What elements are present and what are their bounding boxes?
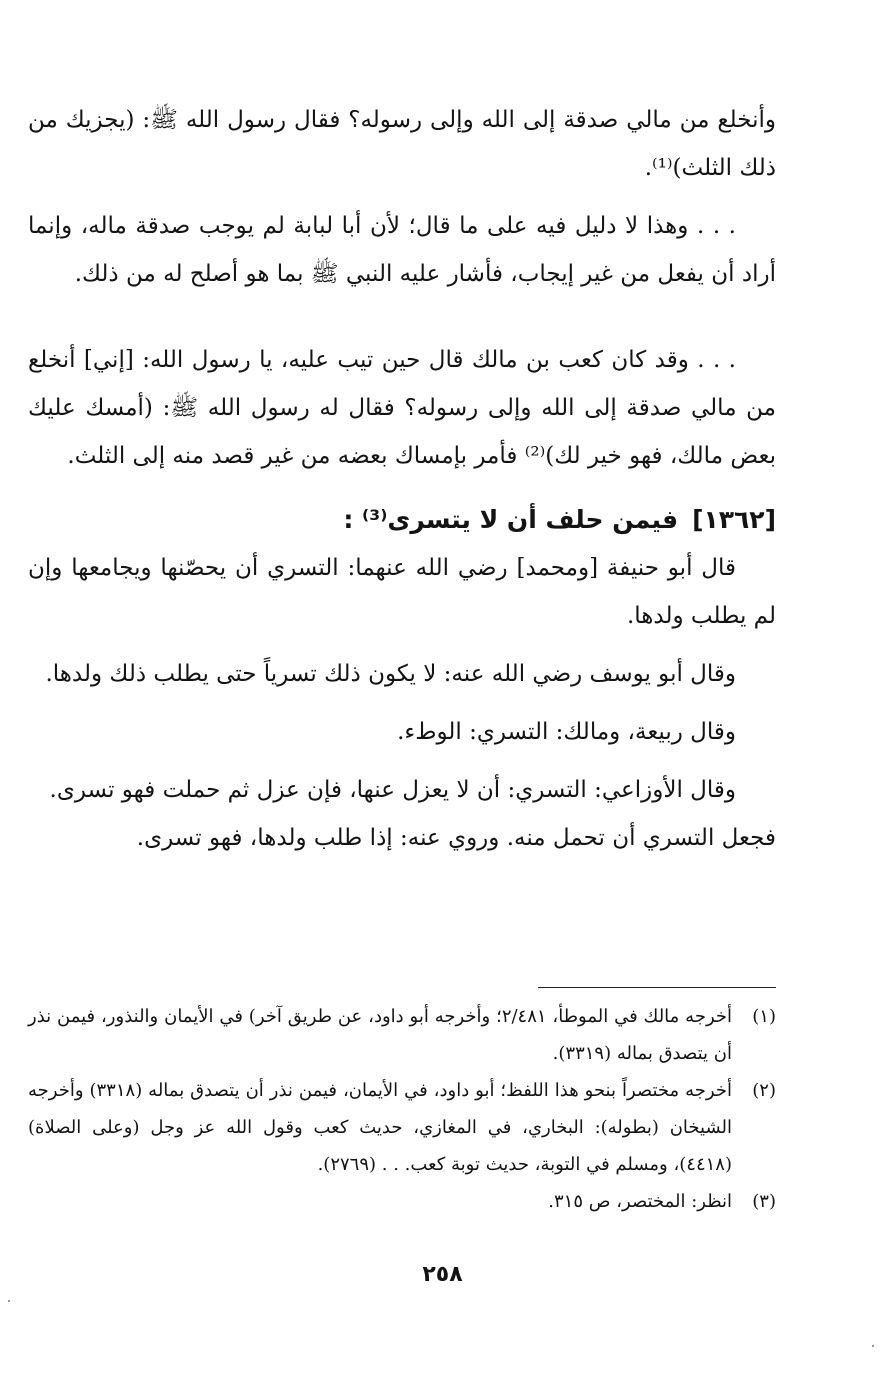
footnote-text: أخرجه مالك في الموطأ، ٢/٤٨١؛ وأخرجه أبو داود، عن طريق آخر) في الأيمان والنذور، فيمن نذر أن يتصدق بماله (٣٣١٩). (28, 1006, 733, 1064)
footnote-mark: (١) (752, 1006, 776, 1027)
scan-speck (8, 1300, 10, 1302)
section-number: [١٣٦٢] (692, 505, 776, 534)
section-title: فيمن حلف أن لا يتسرى⁽³⁾ : (343, 505, 679, 534)
section-paragraph-4: وقال الأوزاعي: التسري: أن لا يعزل عنها، فإن عزل ثم حملت فهو تسرى. (49, 777, 736, 803)
footnote-text: انظر: المختصر، ص ٣١٥. (548, 1191, 732, 1212)
section-heading (28, 496, 776, 544)
section-paragraph-3: وقال ربيعة، ومالك: التسري: الوطء. (397, 719, 736, 745)
scan-speck (872, 1345, 874, 1347)
main-text (28, 96, 776, 862)
paragraph-3: . . . وقد كان كعب بن مالك قال حين تيب عليه، يا رسول الله: [إني] أنخلع من مالي صدقة إلى الله وإلى رسوله؟ فقال له رسول الله ﷺ: (أمسك عليك بعض مالك، فهو خير لك)⁽²⁾ فأمر بإمساك بعضه من غير قصد منه إلى الثلث. (28, 347, 776, 469)
footnotes (28, 998, 776, 1220)
footnote-divider (538, 987, 776, 988)
section-paragraph-5: فجعل التسري أن تحمل منه. وروي عنه: إذا طلب ولدها، فهو تسرى. (136, 825, 776, 851)
paragraph-1: وأنخلع من مالي صدقة إلى الله وإلى رسوله؟ فقال رسول الله ﷺ: (يجزيك من ذلك الثلث)⁽¹⁾. (28, 107, 776, 181)
paragraph-2: . . . وهذا لا دليل فيه على ما قال؛ لأن أبا لبابة لم يوجب صدقة ماله، وإنما أراد أن يفعل من غير إيجاب، فأشار عليه النبي ﷺ بما هو أصلح له من ذلك. (28, 213, 776, 287)
footnote-mark: (٣) (752, 1191, 776, 1212)
section-paragraph-1: قال أبو حنيفة [ومحمد] رضي الله عنهما: التسري أن يحصّنها ويجامعها وإن لم يطلب ولدها. (28, 555, 776, 629)
page-number: ٢٥٨ (422, 1262, 463, 1287)
footnote-2 (28, 1072, 776, 1183)
footnote-1 (28, 998, 776, 1072)
footnote-mark: (٢) (752, 1080, 776, 1101)
section-paragraph-2: وقال أبو يوسف رضي الله عنه: لا يكون ذلك تسرياً حتى يطلب ذلك ولدها. (45, 661, 736, 687)
footnote-3 (28, 1183, 776, 1220)
footnote-text: أخرجه مختصراً بنحو هذا اللفظ؛ أبو داود، في الأيمان، فيمن نذر أن يتصدق بماله (٣٣١٨) وأخرجه الشيخان (بطوله): البخاري، في المغازي، حديث كعب وقول الله عز وجل (وعلى الصلاة) (٤٤١٨)، ومسلم في التوبة، حديث توبة كعب. . . (٢٧٦٩). (28, 1080, 732, 1175)
